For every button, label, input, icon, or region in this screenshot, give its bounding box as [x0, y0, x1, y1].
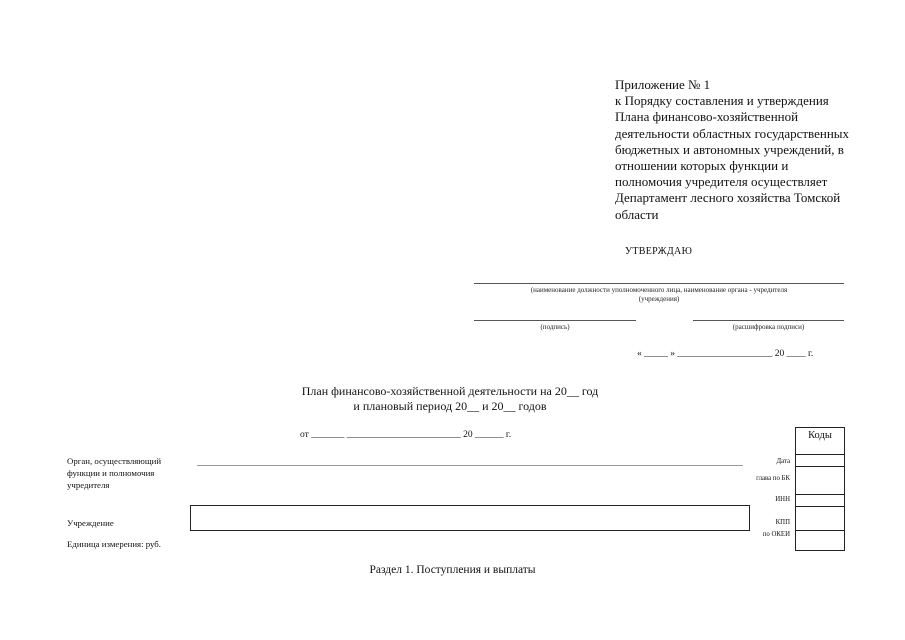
appendix-line: бюджетных и автономных учреждений, в — [615, 141, 844, 157]
founder-field-line[interactable] — [197, 465, 743, 466]
code-label-kpp: КПП — [775, 519, 790, 526]
appendix-header — [615, 77, 885, 223]
code-label-bk: глава по БК — [756, 475, 790, 482]
codes-row-divider — [796, 454, 844, 455]
position-caption-line1: (наименование должности уполномоченного лица, наименование органа - учредителя — [530, 286, 788, 294]
founder-label: Орган, осуществляющий функции и полномочия учредителя — [67, 456, 162, 490]
codes-row-divider — [796, 506, 844, 507]
plan-title-line1: План финансово-хозяйственной деятельности на 20__ год — [301, 384, 599, 398]
code-label-inn: ИНН — [775, 496, 790, 503]
plan-title — [250, 384, 650, 413]
appendix-line: отношении которых функции и — [615, 158, 789, 174]
codes-row-divider — [796, 466, 844, 467]
appendix-line: области — [615, 206, 659, 222]
appendix-line: Плана финансово-хозяйственной — [615, 109, 799, 125]
appendix-line: к Порядку составления и утверждения — [615, 93, 829, 109]
position-caption — [474, 286, 844, 303]
signature-field-line[interactable] — [474, 320, 636, 321]
appendix-line: Департамент лесного хозяйства Томской — [615, 190, 841, 206]
appendix-line: полномочия учредителя осуществляет — [615, 174, 828, 190]
codes-header: Коды — [808, 430, 832, 441]
position-field-line[interactable] — [474, 283, 844, 284]
approval-date-line: « _____ » ____________________ 20 ____ г. — [637, 349, 814, 359]
signature-decoding-field-line[interactable] — [693, 320, 844, 321]
appendix-line: Приложение № 1 — [615, 77, 711, 92]
appendix-line: деятельности областных государственных — [615, 125, 850, 141]
decoding-caption: (расшифровка подписи) — [732, 323, 805, 331]
position-caption-line2: (учреждения) — [638, 295, 680, 303]
code-label-okei: по ОКЕИ — [762, 531, 790, 538]
approve-heading: УТВЕРЖДАЮ — [625, 246, 693, 257]
codes-row-divider — [796, 494, 844, 495]
unit-label: Единица измерения: руб. — [67, 539, 161, 549]
code-label-date: Дата — [776, 458, 790, 465]
codes-table — [795, 427, 845, 551]
section-title: Раздел 1. Поступления и выплаты — [369, 564, 536, 576]
signature-caption: (подпись) — [540, 323, 570, 331]
institution-field[interactable] — [190, 505, 750, 531]
institution-label: Учреждение — [67, 518, 114, 528]
plan-title-line2: и плановый период 20__ и 20__ годов — [353, 398, 547, 413]
codes-row-divider — [796, 530, 844, 531]
plan-date-line: от _______ ________________________ 20 ______ г. — [300, 430, 512, 440]
